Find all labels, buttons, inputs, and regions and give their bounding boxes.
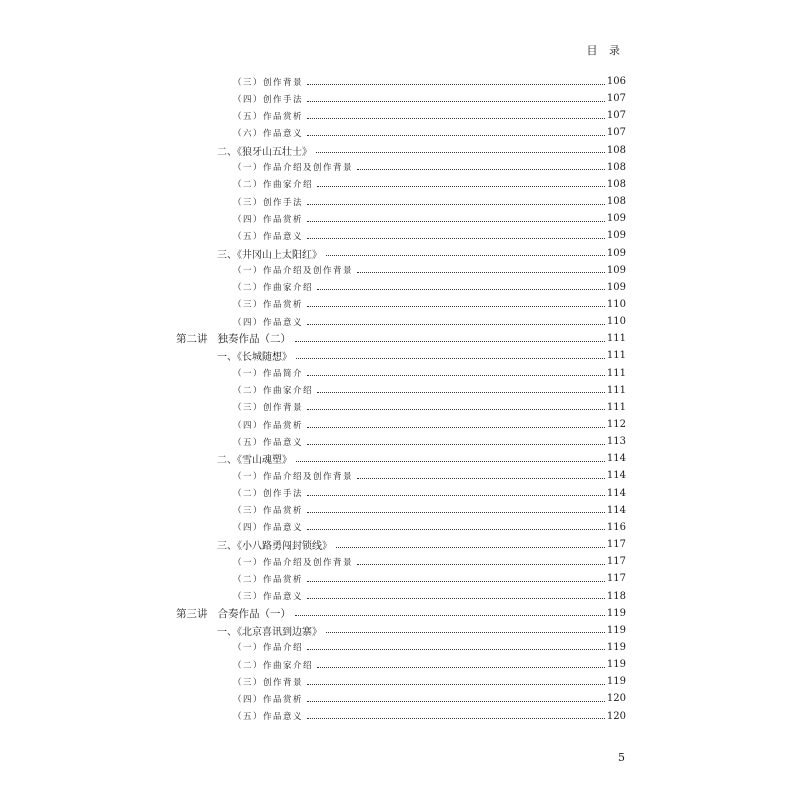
- dot-leader: [357, 563, 605, 565]
- toc-entry-page: 119: [606, 659, 626, 671]
- dot-leader: [357, 168, 605, 170]
- toc-entry-sub: [233, 73, 626, 90]
- dot-leader: [307, 134, 605, 136]
- dot-leader: [295, 614, 605, 616]
- dot-leader: [307, 323, 605, 325]
- dot-leader: [307, 443, 605, 445]
- toc-entry-page: 119: [606, 607, 626, 619]
- toc-entry-page: 118: [606, 590, 626, 602]
- toc-entry-page: 119: [606, 624, 626, 636]
- toc-entry-page: 117: [606, 573, 626, 585]
- toc-entry-sub: [233, 262, 626, 279]
- toc-entry-sub: [233, 159, 626, 176]
- dot-leader: [307, 374, 605, 376]
- dot-leader: [307, 203, 605, 205]
- toc-entry-label: （四）作品赏析: [233, 694, 304, 705]
- toc-entry-page: 107: [606, 93, 626, 105]
- toc-entry-label: （一）作品介绍及创作背景: [233, 557, 354, 568]
- dot-leader: [307, 528, 605, 530]
- toc-entry-page: 112: [606, 419, 626, 430]
- dot-leader: [295, 340, 605, 342]
- toc-entry-sub: [233, 673, 626, 690]
- dot-leader: [307, 83, 605, 85]
- toc-entry-sub: [233, 176, 626, 193]
- dot-leader: [307, 100, 605, 102]
- toc-entry-label: （一）作品介绍: [233, 643, 304, 654]
- toc-entry-sub: [233, 433, 626, 450]
- toc-entry-label: （五）作品意义: [233, 712, 304, 723]
- toc-entry-sub: [233, 656, 626, 673]
- toc-entry-chapter: [176, 605, 626, 622]
- toc-entry-label: （三）作品赏析: [233, 300, 304, 311]
- toc-entry-label: （五）作品意义: [233, 437, 304, 448]
- dot-leader: [307, 237, 605, 239]
- dot-leader: [307, 220, 605, 222]
- dot-leader: [296, 357, 605, 359]
- dot-leader: [357, 271, 605, 273]
- toc-entry-label: （一）作品简介: [233, 369, 304, 380]
- toc-entry-page: 111: [606, 367, 626, 379]
- header-title: 目 录: [586, 44, 624, 57]
- toc-entry-label: （一）作品介绍及创作背景: [233, 471, 354, 482]
- toc-entry-section: [217, 142, 626, 159]
- toc-entry-page: 109: [606, 213, 626, 225]
- toc-entry-page: 111: [606, 401, 626, 413]
- toc-entry-page: 110: [606, 298, 626, 310]
- toc-entry-label: （二）作品赏析: [233, 574, 304, 585]
- toc-entry-sub: [233, 639, 626, 656]
- toc-entry-page: 109: [606, 281, 626, 293]
- dot-leader: [326, 254, 605, 256]
- dot-leader: [307, 408, 605, 410]
- toc-entry-label: （四）作品赏析: [233, 420, 304, 431]
- toc-entry-page: 107: [606, 110, 626, 122]
- toc-entry-section: [217, 536, 626, 553]
- toc-entry-label: （三）作品意义: [233, 592, 304, 602]
- toc-entry-label: （一）作品介绍及创作背景: [233, 163, 354, 174]
- toc-entry-sub: [233, 588, 626, 605]
- dot-leader: [316, 151, 605, 153]
- toc-entry-label: （二）创作手法: [233, 489, 304, 500]
- toc-entry-sub: [233, 90, 626, 107]
- toc-entry-label: （一）作品介绍及创作背景: [233, 266, 354, 277]
- dot-leader: [307, 648, 605, 650]
- toc-entry-section: [217, 245, 626, 262]
- toc-entry-page: 110: [606, 316, 626, 328]
- toc-entry-label: （三）创作背景: [233, 677, 304, 688]
- toc-entry-page: 114: [606, 487, 626, 499]
- toc-entry-section: [217, 450, 626, 467]
- toc-entry-page: 111: [606, 384, 626, 396]
- dot-leader: [336, 546, 605, 548]
- chapter-title: 独奏作品（二）: [217, 333, 291, 346]
- toc-entry-page: 113: [606, 436, 626, 448]
- toc-entry-sub: [233, 416, 626, 433]
- dot-leader: [307, 426, 605, 428]
- toc-entry-label: 三、《小八路勇闯封锁线》: [217, 541, 332, 553]
- toc-entry-sub: [233, 279, 626, 296]
- toc-entry-page: 108: [606, 196, 626, 208]
- toc-entry-page: 107: [606, 127, 626, 139]
- toc-entry-label: （二）作曲家介绍: [233, 386, 314, 397]
- toc-entry-page: 111: [606, 333, 626, 345]
- toc-entry-page: 120: [606, 710, 626, 722]
- toc-entry-sub: [233, 365, 626, 382]
- toc-entry-label: 一、《长城随想》: [217, 352, 292, 364]
- toc-entry-page: 106: [606, 76, 626, 87]
- toc-entry-sub: [233, 519, 626, 536]
- toc-entry-label: （五）作品意义: [233, 231, 304, 242]
- toc-entry-label: （四）作品赏析: [233, 214, 304, 225]
- toc-entry-sub: [233, 467, 626, 484]
- page-number: 5: [618, 751, 625, 764]
- toc-entry-page: 109: [606, 247, 626, 259]
- toc-entry-label: （五）作品赏析: [233, 111, 304, 122]
- toc-entry-section: [217, 622, 626, 639]
- toc-entry-label: [176, 606, 295, 621]
- dot-leader: [307, 511, 605, 513]
- toc-entry-sub: [233, 210, 626, 227]
- dot-leader: [296, 460, 605, 462]
- toc-entry-page: 117: [606, 556, 626, 568]
- toc-entry-page: 111: [606, 350, 626, 362]
- toc-entry-label: 二、《雪山魂塑》: [217, 455, 292, 467]
- dot-leader: [317, 391, 605, 393]
- toc-entry-label: 一、《北京喜讯到边寨》: [217, 626, 322, 638]
- toc-entry-page: 117: [606, 539, 626, 551]
- toc-entry-label: （三）创作手法: [233, 197, 304, 208]
- chapter-number: 第三讲: [176, 607, 208, 620]
- dot-leader: [317, 666, 605, 668]
- toc-entry-sub: [233, 690, 626, 707]
- toc-entry-label: （二）作曲家介绍: [233, 660, 314, 671]
- toc-entry-label: （二）作曲家介绍: [233, 180, 314, 191]
- toc-entry-label: （四）作品意义: [233, 523, 304, 534]
- toc-entry-label: （三）作品赏析: [233, 506, 304, 517]
- toc-entry-sub: [233, 485, 626, 502]
- toc-entry-sub: [233, 708, 626, 725]
- toc-entry-page: 108: [606, 161, 626, 173]
- dot-leader: [307, 580, 605, 582]
- toc-entry-sub: [233, 502, 626, 519]
- toc-entry-page: 114: [606, 453, 626, 465]
- toc-entry-label: （六）作品意义: [233, 128, 304, 139]
- toc-entry-section: [217, 347, 626, 364]
- dot-leader: [317, 288, 605, 290]
- toc-entry-label: （三）创作背景: [233, 77, 304, 88]
- dot-leader: [307, 305, 605, 307]
- dot-leader: [307, 683, 605, 685]
- toc-entry-sub: [233, 296, 626, 313]
- dot-leader: [307, 717, 605, 719]
- toc-entry-page: 119: [606, 641, 626, 653]
- toc-entry-page: 114: [606, 470, 626, 482]
- toc-entry-page: 109: [606, 264, 626, 276]
- toc-entry-label: （四）创作手法: [233, 94, 304, 105]
- dot-leader: [317, 185, 605, 187]
- toc-entry-page: 109: [606, 230, 626, 242]
- dot-leader: [307, 700, 605, 702]
- toc-entry-page: 108: [606, 144, 626, 156]
- toc-entry-page: 119: [606, 676, 626, 688]
- dot-leader: [307, 117, 605, 119]
- toc-entry-label: 二、《狼牙山五壮士》: [217, 146, 312, 158]
- toc-entry-sub: [233, 553, 626, 570]
- dot-leader: [307, 597, 605, 599]
- toc-entry-label: （三）创作背景: [233, 403, 304, 414]
- toc-entry-sub: [233, 399, 626, 416]
- toc-entry-sub: [233, 193, 626, 210]
- toc-entry-sub: [233, 382, 626, 399]
- toc-entry-page: 114: [606, 504, 626, 516]
- dot-leader: [357, 477, 605, 479]
- toc-entry-page: 120: [606, 693, 626, 705]
- toc-entry-page: 108: [606, 178, 626, 190]
- toc-entry-sub: [233, 124, 626, 141]
- toc-entry-sub: [233, 227, 626, 244]
- toc-entry-label: 三、《井冈山上太阳红》: [217, 249, 322, 261]
- toc-entry-sub: [233, 570, 626, 587]
- toc-entry-sub: [233, 107, 626, 124]
- chapter-title: 合奏作品（一）: [217, 607, 291, 620]
- dot-leader: [307, 494, 605, 496]
- toc-entry-label: [176, 331, 295, 346]
- chapter-number: 第二讲: [176, 333, 208, 346]
- toc-entry-label: （四）作品意义: [233, 317, 304, 328]
- toc-entry-page: 116: [606, 521, 626, 533]
- dot-leader: [326, 631, 605, 633]
- toc-entry-sub: [233, 313, 626, 330]
- toc-entry-chapter: [176, 330, 626, 347]
- toc-entry-label: （二）作曲家介绍: [233, 283, 314, 294]
